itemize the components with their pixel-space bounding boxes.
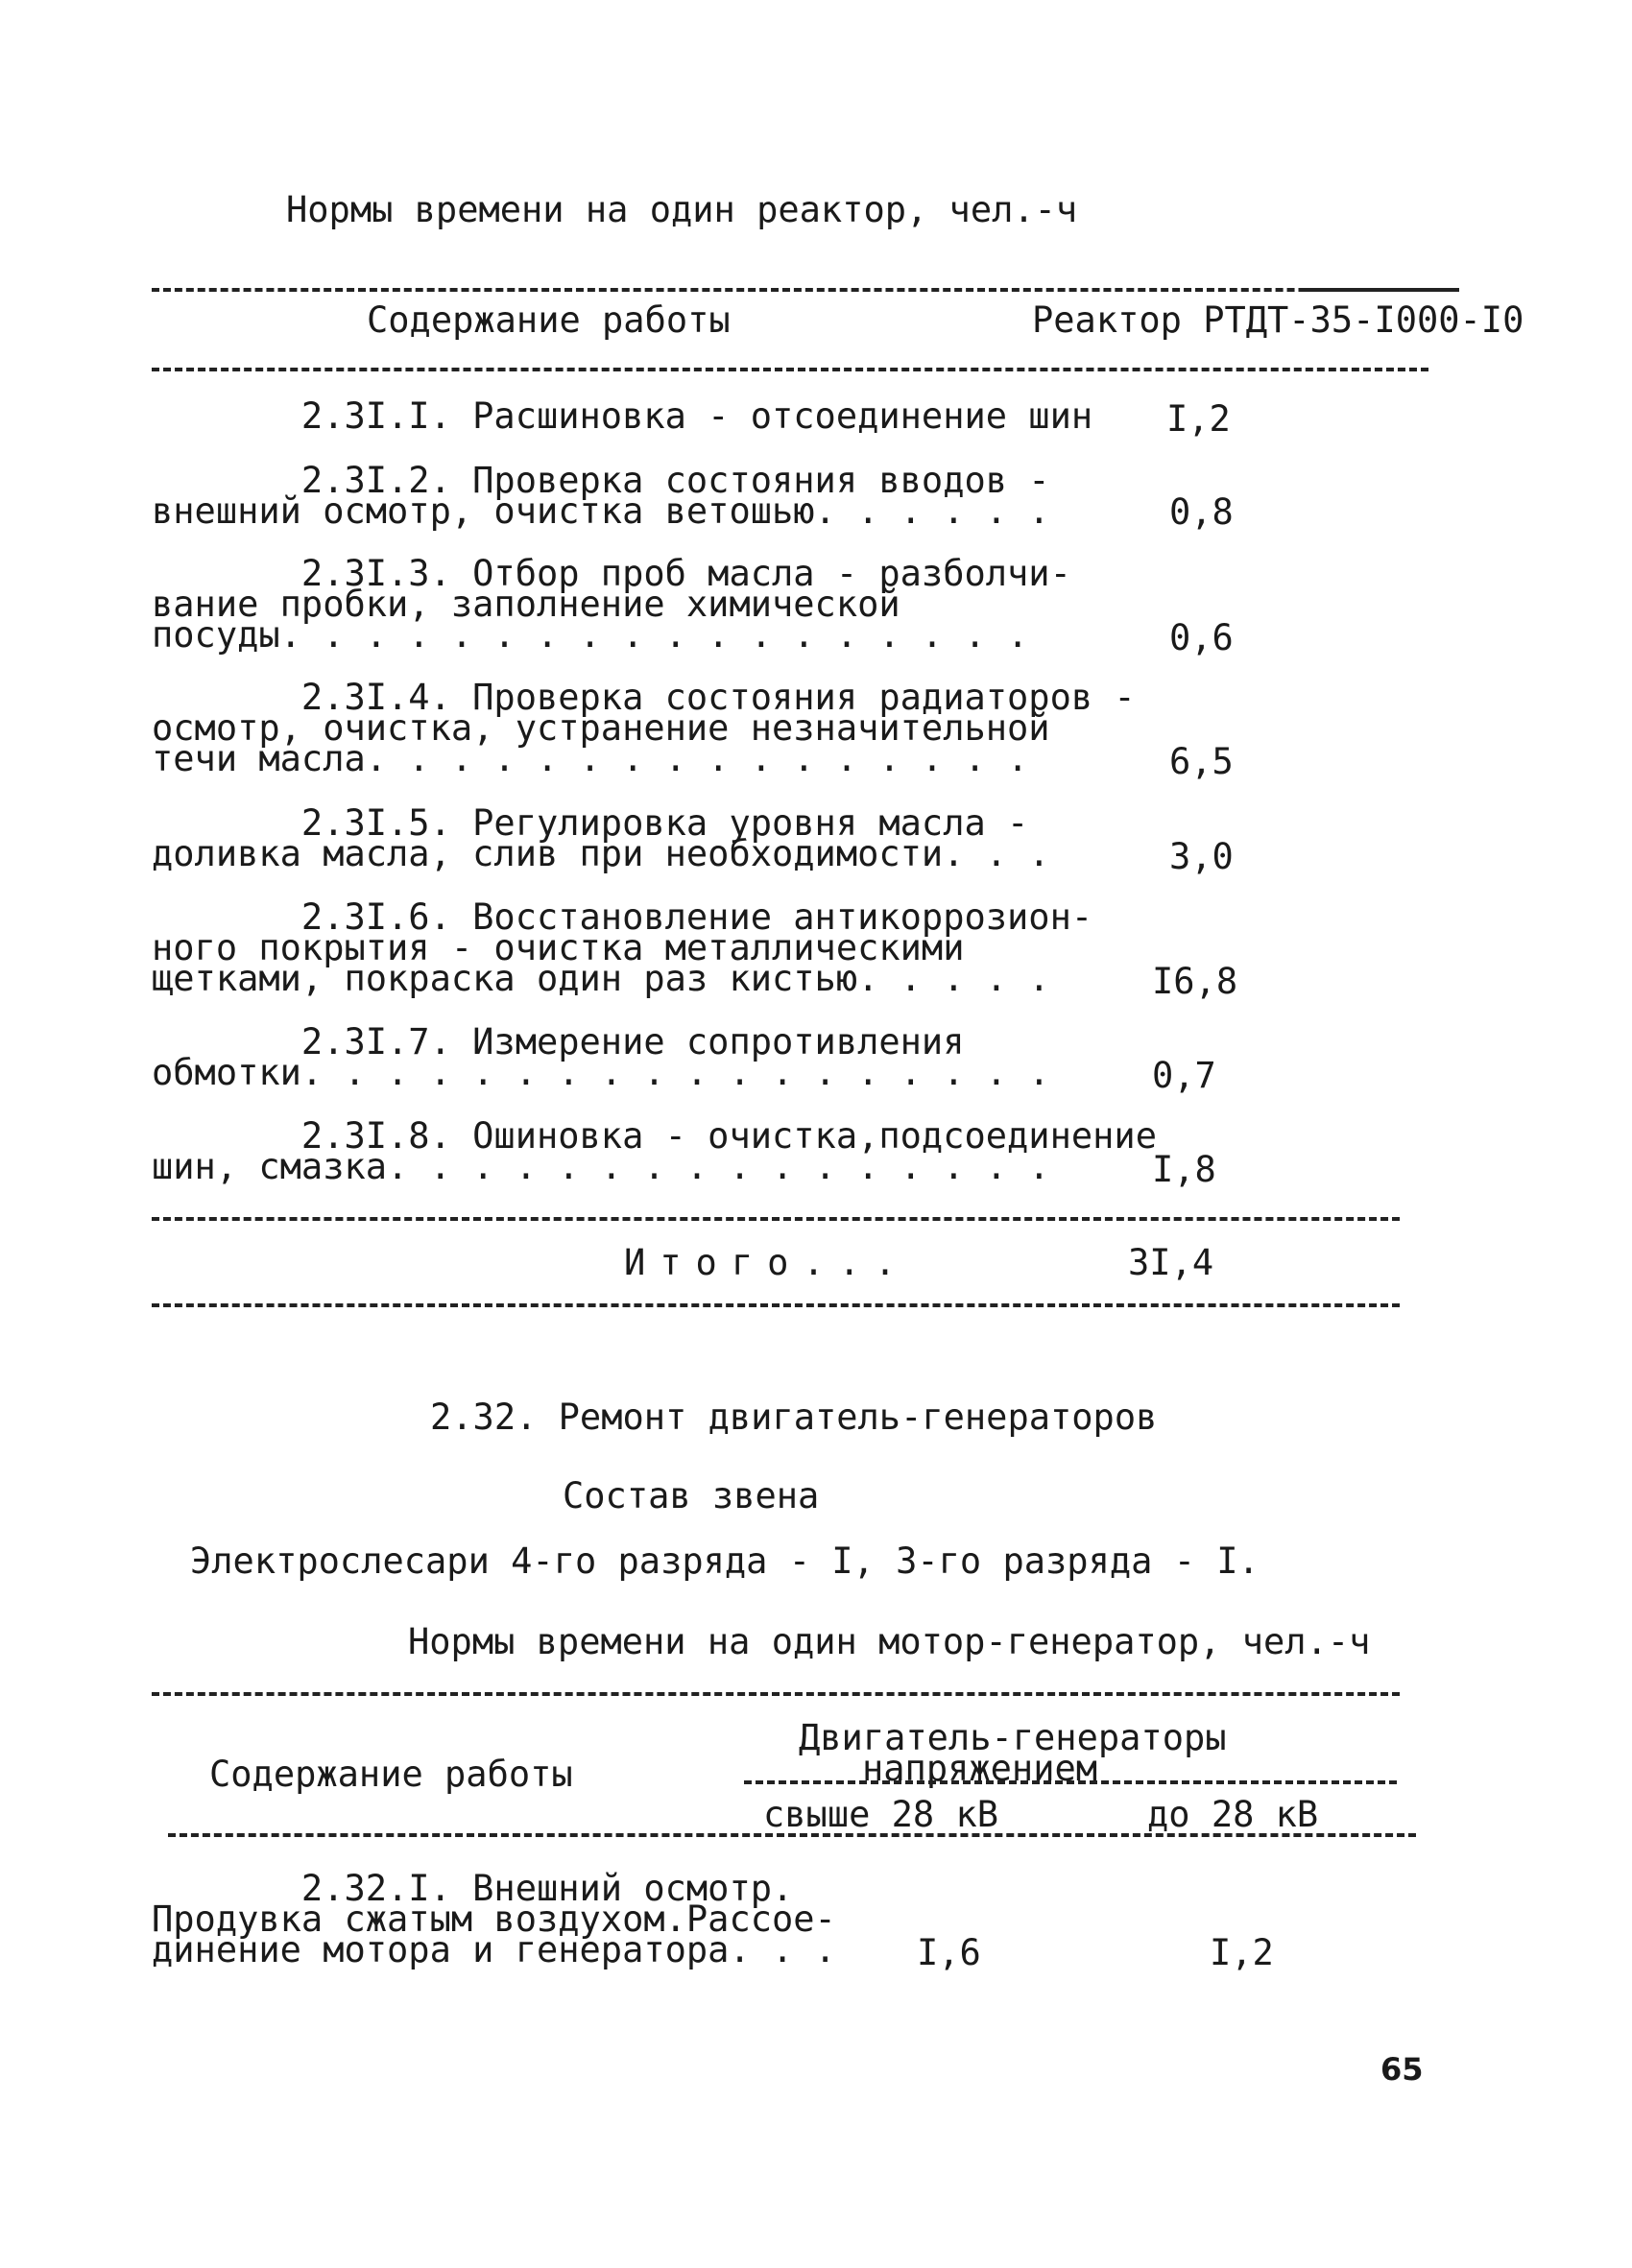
row-value: 3,0	[1169, 836, 1234, 877]
table1-header-work: Содержание работы	[367, 299, 731, 341]
table2-header-rule	[168, 1833, 1416, 1837]
row-value: I6,8	[1152, 961, 1238, 1002]
row-text: вание пробки, заполнение химической	[152, 584, 900, 625]
row-text: доливка масла, слив при необходимости. . .	[152, 833, 1050, 874]
row-text: внешний осмотр, очистка ветошью. . . . . .	[152, 490, 1050, 532]
row-text: осмотр, очистка, устранение незначительной	[152, 707, 1050, 749]
row-text: 2.32.I. Внешний осмотр.	[152, 1868, 794, 1909]
row-value: I,8	[1152, 1149, 1216, 1190]
row-value: 0,7	[1152, 1055, 1216, 1096]
row-text: 2.3I.6. Восстановление антикоррозион-	[152, 896, 1093, 938]
row-value: I,2	[1166, 398, 1231, 440]
row-text: 2.3I.I. Расшиновка - отсоединение шин	[152, 395, 1093, 437]
row-text: динение мотора и генератора. . .	[152, 1929, 836, 1970]
row-text: 2.3I.7. Измерение сопротивления	[152, 1021, 965, 1062]
row-text: 2.3I.3. Отбор проб масла - разболчи-	[152, 553, 1071, 594]
row-value-col-2: I,2	[1210, 1932, 1274, 1973]
table1-top-rule-solid	[1306, 288, 1459, 292]
table1-total-label: Итого...	[624, 1242, 911, 1283]
table2-caption: Нормы времени на один мотор-генератор, чел.-ч	[408, 1621, 1371, 1662]
table2-header-group-1: Двигатель-генераторы	[799, 1717, 1227, 1758]
row-text: посуды. . . . . . . . . . . . . . . . . .	[152, 614, 1029, 656]
row-value: 6,5	[1169, 741, 1234, 782]
crew-heading: Состав звена	[563, 1475, 820, 1516]
row-text: шин, смазка. . . . . . . . . . . . . . . .	[152, 1146, 1050, 1187]
table1-total-rule-bottom	[152, 1303, 1400, 1307]
page-number: 65	[1380, 2051, 1424, 2088]
crew-composition: Электрослесари 4-го разряда - I, 3-го разряда - I.	[190, 1540, 1260, 1582]
row-value: 0,8	[1169, 491, 1234, 533]
table2-group-rule	[744, 1780, 1397, 1784]
row-value: 0,6	[1169, 617, 1234, 658]
row-text: 2.3I.8. Ошиновка - очистка,подсоединение	[152, 1115, 1157, 1157]
section-title: 2.32. Ремонт двигатель-генераторов	[430, 1397, 1158, 1438]
row-value-col-1: I,6	[917, 1932, 981, 1973]
table1-header-reactor: Реактор РТДТ-35-I000-I0	[1032, 299, 1524, 341]
table1-caption: Нормы времени на один реактор, чел.-ч	[286, 189, 1078, 230]
row-text: Продувка сжатым воздухом.Рассое-	[152, 1898, 836, 1940]
row-text: щетками, покраска один раз кистью. . . . .	[152, 958, 1050, 999]
table1-header-rule	[152, 368, 1428, 371]
row-text: ного покрытия - очистка металлическими	[152, 927, 965, 968]
row-text: обмотки. . . . . . . . . . . . . . . . . .	[152, 1052, 1050, 1093]
table2-header-col-1: свыше 28 кВ	[763, 1794, 999, 1835]
row-text: 2.3I.5. Регулировка уровня масла -	[152, 802, 1029, 844]
table1-top-rule	[152, 288, 1409, 292]
row-text: 2.3I.2. Проверка состояния вводов -	[152, 460, 1050, 501]
table1-total-value: 3I,4	[1128, 1242, 1214, 1283]
table1-total-rule-top	[152, 1217, 1400, 1221]
table2-header-col-2: до 28 кВ	[1147, 1794, 1319, 1835]
table2-top-rule	[152, 1692, 1400, 1696]
table2-header-work: Содержание работы	[209, 1754, 573, 1795]
row-text: 2.3I.4. Проверка состояния радиаторов -	[152, 677, 1136, 718]
row-text: течи масла. . . . . . . . . . . . . . . .	[152, 738, 1029, 779]
table2-header-group-2: напряжением	[862, 1748, 1098, 1789]
